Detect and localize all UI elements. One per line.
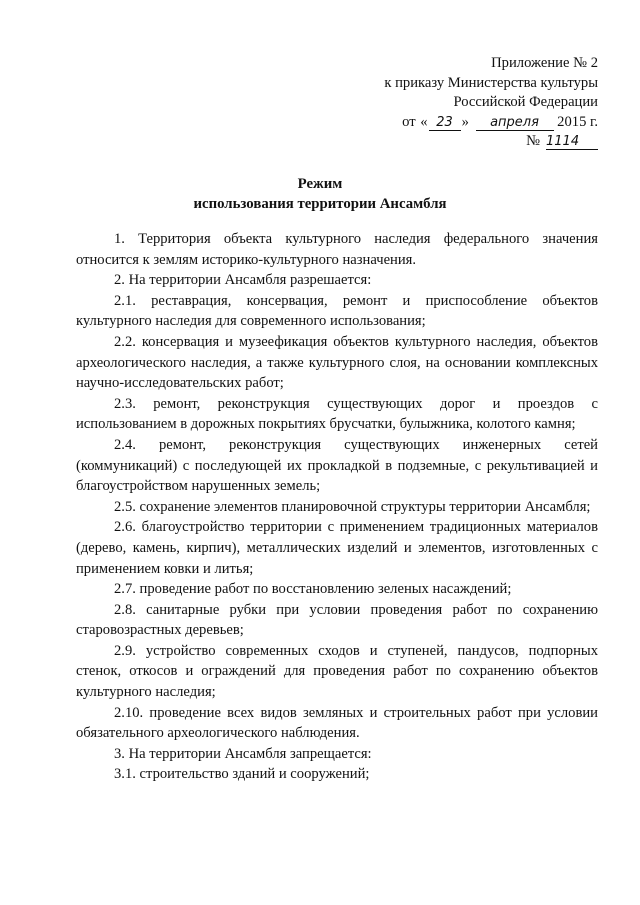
order-year: 2015 г.: [557, 113, 598, 130]
document-body: [76, 229, 598, 785]
paragraph: 2.9. устройство современных сходов и ступеней, пандусов, подпорных стенок, откосов и ограждений для проведения работ по сохранению объектов культурного наследия;: [76, 642, 598, 701]
order-reference: к приказу Министерства культуры: [384, 74, 598, 91]
paragraph: 3. На территории Ансамбля запрещается:: [114, 745, 372, 762]
paragraph: 2.6. благоустройство территории с применением традиционных материалов (дерево, камень, кирпич), металлических изделий и элементов, изготовленных с применением ковки и литья;: [76, 519, 598, 577]
handwritten-day: 23: [429, 116, 461, 131]
open-quote: «: [420, 113, 428, 130]
handwritten-number: 1114: [546, 135, 598, 150]
title-line-2: использования территории Ансамбля: [193, 196, 447, 212]
paragraph: 3.1. строительство зданий и сооружений;: [114, 766, 370, 783]
order-number: [384, 132, 598, 152]
paragraph: 2.1. реставрация, консервация, ремонт и приспособление объектов культурного наследия для современного использования;: [76, 292, 598, 330]
paragraph: 2.4. ремонт, реконструкция существующих инженерных сетей (коммуникаций) с последующей их прокладкой в подземные, с рекультивацией и благоустройством нарушенных земель;: [76, 436, 598, 495]
paragraph: 1. Территория объекта культурного наследия федерального значения относится к землям историко-культурного назначения.: [76, 231, 598, 268]
paragraph: 2. На территории Ансамбля разрешается:: [114, 272, 372, 289]
paragraph: 2.7. проведение работ по восстановлению зеленых насаждений;: [114, 581, 512, 598]
appendix-header: [384, 54, 598, 152]
title-line-1: Режим: [297, 176, 343, 192]
date-prefix: от: [402, 113, 416, 130]
handwritten-month: апреля: [476, 116, 554, 131]
close-quote: »: [461, 113, 469, 130]
paragraph: 2.10. проведение всех видов земляных и строительных работ при условии обязательного археологического наблюдения.: [76, 704, 598, 742]
appendix-number: Приложение № 2: [491, 55, 598, 71]
ministry-country: Российской Федерации: [453, 94, 598, 111]
paragraph: 2.5. сохранение элементов планировочной структуры территории Ансамбля;: [114, 498, 591, 515]
order-date: [384, 113, 598, 133]
paragraph: 2.2. консервация и музеефикация объектов культурного наследия, объектов археологического наследия, а также культурного слоя, на основании комплексных научно-исследовательских работ;: [76, 333, 598, 392]
number-sign: №: [526, 133, 540, 150]
paragraph: 2.3. ремонт, реконструкция существующих дорог и проездов с использованием в дорожных покрытиях брусчатки, булыжника, колотого камня;: [76, 395, 598, 433]
paragraph: 2.8. санитарные рубки при условии проведения работ по сохранению старовозрастных деревьев;: [76, 601, 598, 639]
document-title: [0, 174, 640, 214]
